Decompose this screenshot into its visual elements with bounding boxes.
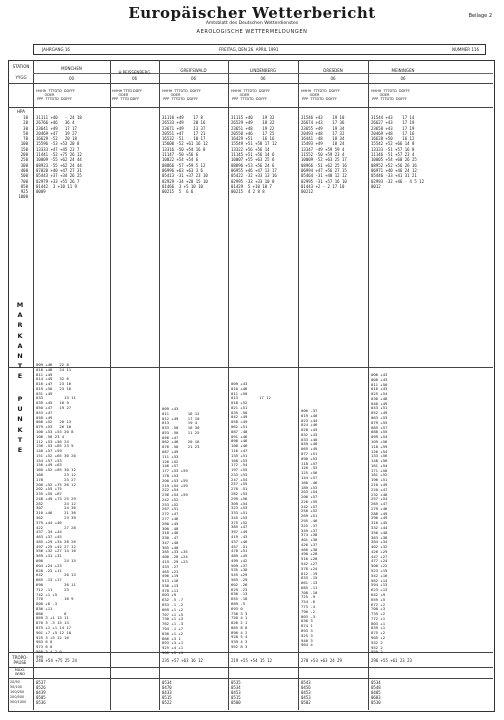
station-label: STATION (12, 64, 30, 69)
thickness-greifswald: 0534 0470 0433 0515 0522 (162, 680, 172, 705)
column-divider (228, 60, 229, 710)
hpa-label: HPA (17, 109, 25, 114)
column-header: HHHH TTTDTD DDFFF ODER PPP TTTDTD DDFFF (371, 89, 410, 102)
column-header: HHHH TTTD DDFF ODER PPP TTTD DDFF (112, 89, 143, 102)
yygg-label: YYGG (15, 75, 27, 80)
station-name: DRESDEN (323, 68, 343, 73)
station-time: 06 (400, 76, 406, 81)
tropopause-label: TROPO- PAUSE (12, 655, 28, 665)
section-title: AEROLOGISCHE WETTERMELDUNGEN (196, 29, 308, 35)
significant-levels-greifswald: 009 +43 011 16 12 012 +49 17 10 013 19 4 033 -50 16 30 053 -50 11 25 056 +47 062 +46 20 16 076 -50 21 23 087 +49 111 +53 126 +52 146 +57 177 +53 +59 178 +53 200 +53 +59 219 +54 +59 222 +54 236 +54 +59 242 +52 253 +52 267 +51 272 +47 277 +46 280 +45 300 -48 318 +46 330 -47 347 +40 365 +40 385 +33 +35 400 -28 +24 419 -29 +23 433 -27 465 +21 496 +19 513 +16 536 +13 578 +11 603 +9 632 -5 -7 653 -1 -2 669 +1 +2 707 +1 +5 730 +1 +3 762 +1 -3 794 -1 +7 830 +1 +2 866 +3 1 893 +3 +1 925 +4 +1 966 +5 +1 (162, 406, 200, 655)
station-time: 06 (260, 76, 266, 81)
column-divider (33, 60, 34, 710)
station-underline (33, 73, 493, 74)
station-time: 06 (190, 76, 197, 81)
significant-levels-dresden: 006 -37 019 +40 023 +44 024 +46 028 +45 032 +43 033 +40 049 +48 065 +49 077 +51 090 +53 118 +57 120 -53 125 +56 144 +57 160 -46 189 +53 203 +54 206 +57 226 +55 242 +57 258 +52 269 +51 295 -46 325 -37 349 +37 374 +38 401 +36 426 +37 460 +38 490 +28 516 +28 542 +27 578 +24 612 -19 633 -15 661 -13 685 -11 708 -10 725 -9 754 -6 773 -4 790 -2 803 -3 836 3 874 1 893 3 925 3 940 3 964 4 (301, 408, 318, 648)
subtitle: Amtsblatt des Deutschen Wetterdienstes (205, 21, 299, 26)
thickness-meiningen: 0534 0548 0405 0603 0530 (371, 680, 381, 705)
column-divider (298, 60, 299, 710)
markante-label: M A R K A N T E (16, 301, 24, 381)
station-time: 06 (131, 76, 138, 81)
row-divider (8, 83, 493, 84)
issue-number: NUMMER 116 (451, 47, 479, 52)
maxwind-label: MAXI- WIND (14, 668, 26, 677)
row-divider (8, 367, 493, 368)
station-name: LINDENBERG (249, 68, 277, 73)
column-header: HHHH TTTDTD DDFFF ODER PPP TTTDTD DDFFF (301, 89, 340, 102)
standard-levels-dresden: 31546 +43 19 10 26674 +43 17 36 23655 +49 19 34 20493 +48 17 32 16441 -48 18 34 15493 +49 18 24 13347 -49 +59 59 4 11552 -50 +59 23 4 10009 -52 +63 25 17 08966 -51 +62 25 16 06994 +47 +56 27 15 05464 -31 +40 12 12 02995 -31 +57 16 10 01443 +2 - 2 17 10 00212 (301, 115, 347, 195)
beilage-label: Beilage 2 (468, 13, 492, 19)
tropopause-lindenberg: 219 +55 +54 15 12 (231, 658, 272, 663)
column-header: HHHH TTTDTD DDFFF ODER PPP TTTDTD DDFFF (231, 89, 270, 102)
tropopause-meiningen: 296 +55 +61 23 23 (371, 658, 412, 663)
row-divider (8, 107, 493, 108)
row-divider (8, 667, 493, 668)
tropopause-greifswald: 235 +57 +63 16 12 (162, 658, 203, 663)
punkte-label: P U N K T E (17, 395, 23, 455)
issue-bar (33, 44, 486, 55)
station-name: H.PEISSENBERG (118, 70, 151, 75)
significant-levels-lindenberg: 009 +43 010 +46 011 +50 013 17 12 018 +52 021 +51 035 -50 042 +49 058 +49 062 +51 087 -48 091 +46 096 +46 106 +46 116 +47 135 +51 168 +53 172 -54 197 +55 233 +53 247 +54 257 +55 276 -51 282 +53 299 +56 309 +54 323 +53 333 +51 345 +53 375 +52 385 +47 397 +49 419 -43 437 +46 457 -51 470 +51 489 +45 499 +42 509 +37 535 +30 545 +29 565 -29 602 -26 629 -23 636 -13 655 -18 669 -5 693 0 738 3 3 750 4 1 826 2 1 865 8 8 896 4 2 928 5 4 939 4 3 952 8 3 (231, 381, 271, 649)
thickness-muenchen: 0537 0526 0439 0505 0536 (36, 680, 46, 705)
issue-date: FREITAG, DEN 26. APRIL 1991 (219, 47, 279, 52)
standard-levels-greifswald: 31110 +49 17 8 26533 +49 20 16 23671 +49 13 37 20551 +47 17 21 16532 -51 10 17 15600 -52 +61 16 12 13316 -50 +54 16 8 11147 -50 +56 6 10022 +54 +54 6 08866 -57 +59 5 12 06996 +63 +63 3 6 05413 -31 +37 23 10 02929 -34 +20 15 10 01466 3 +5 10 10 00215 5 6 6 (162, 115, 208, 195)
thickness-lindenberg: 0535 0534 0453 0515 0500 (231, 680, 241, 705)
jahrgang-label: JAHRGANG 16 (42, 47, 70, 52)
standard-levels-lindenberg: 31115 +40 19 32 26529 +49 18 32 23651 +48 19 22 20550 +46 17 25 16429 +51 16 16 15549 +51 +58 17 12 13322 +56 +56 14 11145 +51 +56 14 6 10007 +55 +63 25 6 08896 +53 +56 24 6 06955 +46 +47 13 17 05422 -32 +33 13 16 02995 -33 +33 10 8 01429 5 +10 10 7 00215 4 2 8 8 (231, 115, 277, 195)
tropopause-muenchen: 246 +54 +75 25 24 (36, 658, 77, 663)
pressure-levels: 10 20 30 50 70 100 150 200 250 300 400 500 700 850 925 1000 (18, 115, 28, 200)
column-divider (110, 60, 111, 710)
significant-levels-meiningen: 006 +43 008 +43 011 +50 016 +43 025 +54 030 +48 040 +49 043 +51 052 +49 063 +53 079 +55 085 +57 088 +55 099 +54 109 +56 118 +59 126 +54 133 +56 148 +56 161 +54 171 +50 181 +52 196 +51 210 +49 220 +47 232 +46 257 +54 265 +47 279 +46 288 +49 296 +49 316 +45 332 +44 350 +40 363 +38 384 +34 402 +32 426 +29 447 +27 477 +24 500 +22 523 +19 542 +16 562 +14 594 +13 623 +13 642 +9 659 +5 672 +2 700 +3 735 +2 772 +1 803 +1 839 +1 875 +2 905 +2 932 2 952 2 959 2 (371, 372, 388, 655)
station-time: 00 (68, 76, 75, 81)
layer-labels: 20/50 50/100 100/200 200/500 500/1000 (10, 680, 27, 704)
significant-levels-muenchen: 009 +46 22 8 010 +48 24 11 011 +49 014 +49 32 6 016 +47 23 16 019 +50 23 16 031 +49 033 13 11 039 +45 16 9 050 +47 19 27 053 +47 058 +49 066 +52 20 13 079 +53 26 10 100 +53 +53 20 8 106 -56 23 4 112 +53 +56 24 136 -53 +85 23 9 140 +57 +59 151 +52 +65 30 20 154 +57 +53 156 +49 +63 160 +52 +65 30 12 168 23 12 178 23 27 200 +52 +75 26 12 202 +55 +75 235 +55 +67 248 +49 +73 25 29 282 24 12 307 24 36 310 +46 21 36 362 23 39 379 +44 +46 422 27 28 437 -34 +44 463 +37 +45 485 +29 +34 28 26 497 +25 +42 27 12 556 +32 +27 14 16 569 +31 +31 600 24 15 604 +24 +23 628 -23 +11 642 20 13 665 -13 +17 690 26 11 712 -11 23 742 +1 +5 770 16 9 800 +6 -3 836 +11 860 6 869 3 +1 13 11 870 3 -3 15 13 875 +1 +1 14 17 901 +7 +5 12 10 925 3 +5 12 16 963 6 0 973 6 0 988 3 4 2 0 999 (36, 362, 76, 659)
station-name: GREIFSWALD (180, 68, 207, 73)
thickness-dresden: 0543 0456 0453 0453 0502 (301, 680, 311, 705)
column-divider (159, 60, 160, 710)
column-divider (368, 60, 369, 710)
row-divider (8, 678, 493, 679)
station-name: MEININGEN (391, 68, 415, 73)
station-name: MÜNCHEN (61, 66, 82, 71)
standard-levels-muenchen: 31111 +40 - 24 18 26766 +46 36 4 23641 +49 17 17 20469 +47 19 27 16629 -52 20 18 15596 -53 +53 20 8 13333 +47 +45 23 7 11441 -52 +75 26 12 10009 -55 +62 24 44 08923 -55 +62 24 44 07020 +40 +47 27 31 05443 +37 +34 26 25 02979 +33 +55 26 7 01442 3 +10 11 9 0009 (36, 115, 82, 195)
row-divider (8, 652, 493, 653)
station-time: 06 (330, 76, 336, 81)
column-header: HHHH TTTDTD DDFFF ODER PPP TTTDTD DDFFF (36, 89, 75, 102)
standard-levels-meiningen: 31544 +43 17 14 26627 +43 17 19 23658 +43 17 19 20469 +48 17 16 16628 +50 16 12 15542 +52 +66 14 8 13333 -51 +57 16 8 11146 -51 +57 23 4 10005 +54 +60 26 25 08952 +52 +56 26 16 06971 +40 +46 24 12 05446 -33 +41 31 21 02993 -32 +46 - 4 5 12 0012 (371, 115, 424, 189)
page-title: Europäischer Wetterbericht (128, 4, 376, 22)
column-header: HHHH TTTDTD DDFFF ODER PPP TTTDTD DDFFF (162, 89, 201, 102)
tropopause-dresden: 270 +53 +63 24 29 (301, 658, 342, 663)
